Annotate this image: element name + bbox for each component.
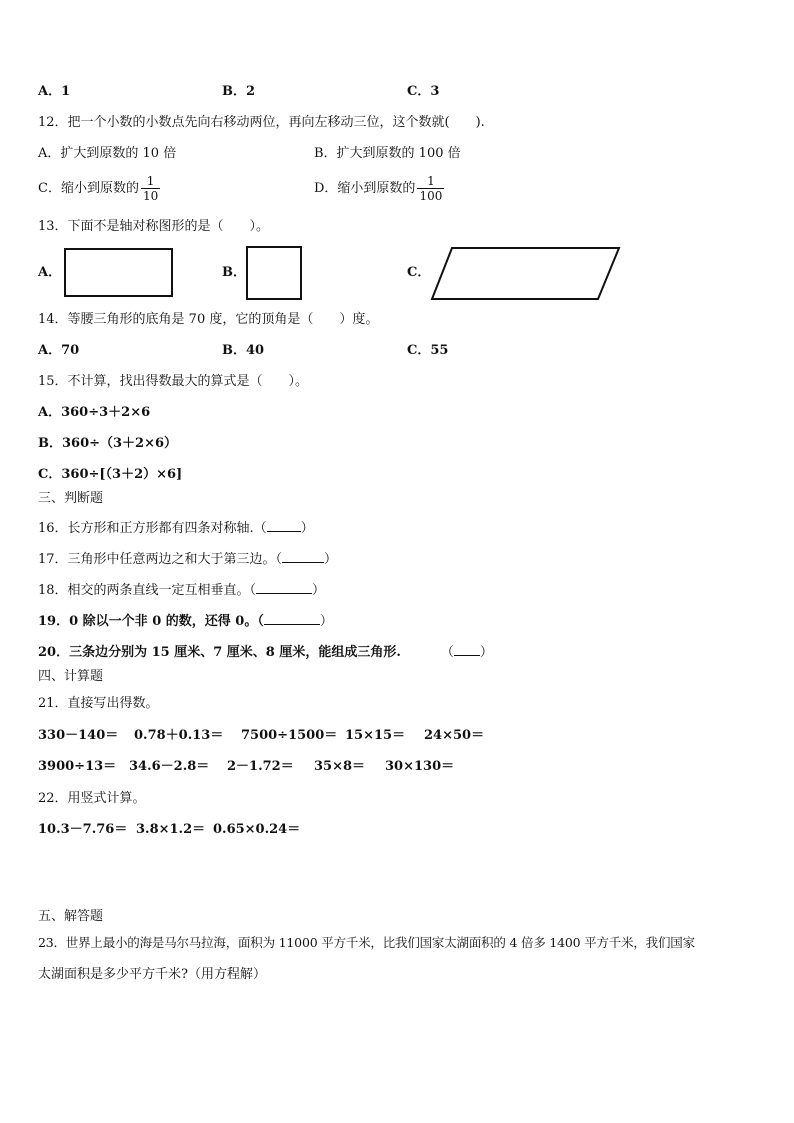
q12-stem: 12．把一个小数的小数点先向右移动两位，再向左移动三位，这个数就( ).: [38, 115, 485, 130]
q21-expression: 34.6－2.8＝: [129, 759, 210, 774]
q21-expression: 330－140＝: [38, 728, 119, 743]
q21-expression: 2－1.72＝: [227, 759, 294, 774]
q12-option-d: [314, 172, 444, 206]
fraction-numerator: 1: [141, 174, 160, 189]
q16-text: 16．长方形和正方形都有四条对称轴.（: [38, 521, 267, 536]
q15-stem: 15．不计算，找出得数最大的算式是（ ）。: [38, 374, 309, 389]
section-3-heading: 三、判断题: [38, 491, 104, 506]
fraction-numerator: 1: [417, 174, 444, 189]
q20-text: 20．三条边分别为 15 厘米、7 厘米、8 厘米，能组成三角形.: [38, 645, 401, 660]
rectangle-figure: [64, 248, 174, 298]
q15-option-b: B．360÷（3＋2×6）: [38, 436, 178, 451]
fraction-one-tenth: [141, 174, 160, 203]
q21-expression: 3900÷13＝: [38, 759, 117, 774]
q14-option-b: B．40: [222, 343, 265, 358]
q21-expression: 0.78＋0.13＝: [134, 728, 224, 743]
fraction-denominator: 10: [142, 189, 159, 203]
q17-statement: [38, 550, 337, 569]
q14-option-c: C．55: [407, 343, 449, 358]
q22-expression: 10.3－7.76＝: [38, 822, 128, 837]
q22-expression: 3.8×1.2＝: [136, 822, 206, 837]
q12-option-c-text: C．缩小到原数的: [38, 181, 139, 196]
q11-option-c: C．3: [407, 84, 440, 99]
q18-statement: [38, 581, 325, 600]
q19-close: ）: [319, 614, 333, 629]
square-figure: [246, 246, 302, 300]
q21-expression: 35×8＝: [314, 759, 366, 774]
q13-option-c-label: C．: [407, 265, 431, 280]
answer-blank[interactable]: [264, 612, 320, 625]
q12-option-c: [38, 172, 160, 206]
q15-option-c: C．360÷[（3＋2）×6]: [38, 467, 183, 482]
q20-close: ）: [479, 645, 493, 660]
q21-expression: 24×50＝: [424, 728, 485, 743]
q15-option-a: A．360÷3＋2×6: [38, 405, 151, 420]
q12-option-a: A．扩大到原数的 10 倍: [38, 146, 177, 161]
answer-blank[interactable]: [267, 519, 301, 532]
q22-expression: 0.65×0.24＝: [213, 822, 301, 837]
q22-stem: 22．用竖式计算。: [38, 791, 146, 806]
q14-stem: 14．等腰三角形的底角是 70 度，它的顶角是（ ）度。: [38, 312, 379, 327]
q14-option-a: A．70: [38, 343, 80, 358]
q21-expression: 15×15＝: [345, 728, 406, 743]
q13-option-a-label: A．: [38, 265, 62, 280]
q12-option-b: B．扩大到原数的 100 倍: [314, 146, 461, 161]
section-5-heading: 五、解答题: [38, 909, 104, 924]
parallelogram-figure: [430, 246, 622, 302]
q21-expression: 7500÷1500＝: [241, 728, 338, 743]
fraction-denominator: 100: [419, 189, 443, 203]
q16-statement: [38, 519, 314, 538]
q20-open: （: [440, 645, 454, 660]
q20-statement: [38, 643, 493, 662]
answer-blank[interactable]: [454, 643, 480, 656]
q11-option-a: A．1: [38, 84, 71, 99]
answer-blank[interactable]: [256, 581, 312, 594]
answer-blank[interactable]: [282, 550, 324, 563]
q13-option-b-label: B．: [222, 265, 246, 280]
fraction-one-hundredth: [417, 174, 444, 203]
q18-close: ）: [312, 583, 326, 598]
q23-line-2: 太湖面积是多少平方千米?（用方程解）: [38, 967, 266, 982]
q16-close: ）: [300, 521, 314, 536]
section-4-heading: 四、计算题: [38, 669, 104, 684]
q11-option-b: B．2: [222, 84, 256, 99]
q23-line-1: 23．世界上最小的海是马尔马拉海，面积为 11000 平方千米，比我们国家太湖面积的 4 倍多 1400 平方千米，我们国家: [38, 935, 695, 950]
q13-stem: 13．下面不是轴对称图形的是（ ）。: [38, 219, 270, 234]
q12-option-d-text: D．缩小到原数的: [314, 181, 416, 196]
q19-statement: [38, 612, 333, 631]
q17-close: ）: [324, 552, 338, 567]
q21-stem: 21．直接写出得数。: [38, 696, 159, 711]
q18-text: 18．相交的两条直线一定互相垂直。（: [38, 583, 257, 598]
q19-text: 19．0 除以一个非 0 的数，还得 0。（: [38, 614, 264, 629]
q21-expression: 30×130＝: [385, 759, 455, 774]
q17-text: 17．三角形中任意两边之和大于第三边。（: [38, 552, 283, 567]
